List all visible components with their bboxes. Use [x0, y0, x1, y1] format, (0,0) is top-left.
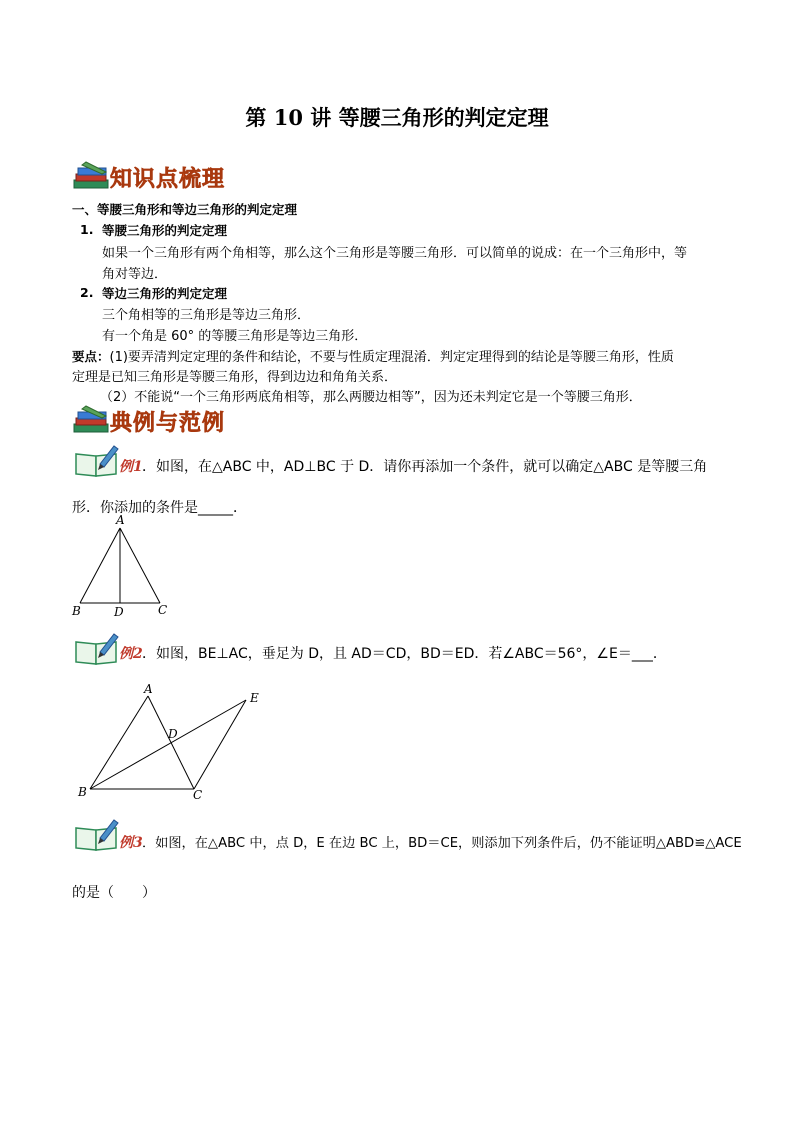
segment-be	[90, 700, 246, 789]
item1-line2: 角对等边．	[102, 267, 168, 282]
point-c-label: C	[158, 603, 168, 617]
point-c-label: C	[193, 788, 203, 802]
note-label: 要点：	[72, 349, 110, 364]
example-book-icon	[72, 818, 124, 852]
example-book-icon	[72, 632, 124, 666]
item1-line1: 如果一个三角形有两个角相等，那么这个三角形是等腰三角形．可以简单的说成：在一个三角形中，等	[102, 246, 688, 261]
item1-number: 1.	[80, 222, 94, 237]
note-line2: 定理是已知三角形是等腰三角形，得到边边和角角关系．	[72, 370, 398, 385]
side-ac	[120, 528, 160, 603]
point-a-label: A	[144, 682, 153, 696]
side-ab	[90, 696, 148, 789]
example2-figure	[72, 680, 272, 805]
example1-line2: 形．你添加的条件是_____．	[72, 500, 247, 516]
example-book-icon	[72, 444, 124, 478]
point-d-label: D	[168, 727, 178, 741]
point-a-label: A	[116, 513, 125, 527]
example3-line1: ．如图，在△ABC 中，点 D，E 在边 BC 上，BD＝CE，则添加下列条件后，仍不能证明△ABD≌△ACE	[142, 836, 742, 851]
point-b-label: B	[72, 604, 81, 618]
item1-title: 等腰三角形的判定定理	[102, 223, 228, 238]
example1-figure	[66, 512, 176, 622]
point-b-label: B	[78, 785, 87, 799]
section-banner-knowledge	[72, 160, 247, 192]
point-e-label: E	[250, 691, 259, 705]
note-line1: (1)要弄清判定定理的条件和结论，不要与性质定理混淆．判定定理得到的结论是等腰三角形，性质	[109, 350, 674, 365]
note-line3: （2）不能说“一个三角形两底角相等，那么两腰边相等”，因为还未判定它是一个等腰三角形．	[100, 390, 642, 405]
example3-line2: 的是（ ）	[72, 885, 156, 901]
example2-line1: ．如图，BE⊥AC，垂足为 D，且 AD＝CD，BD＝ED．若∠ABC＝56°，∠E＝___．	[142, 646, 667, 662]
page-title: 第 10 讲 等腰三角形的判定定理	[245, 105, 549, 130]
item2-title: 等边三角形的判定定理	[102, 286, 228, 301]
example1-label: 例1	[119, 459, 143, 475]
books-icon	[72, 404, 112, 436]
example2-label: 例2	[119, 646, 143, 662]
item2-line1: 三个角相等的三角形是等边三角形．	[102, 308, 311, 323]
item2-number: 2.	[80, 285, 94, 300]
part1-heading: 一、等腰三角形和等边三角形的判定定理	[72, 202, 298, 217]
section-title-examples: 典例与范例	[110, 411, 226, 436]
item2-line2: 有一个角是 60° 的等腰三角形是等边三角形．	[102, 329, 368, 344]
side-ab	[80, 528, 120, 603]
note-line1-row	[72, 346, 674, 365]
point-d-label: D	[114, 605, 124, 619]
books-icon	[72, 160, 112, 192]
segment-ce	[194, 700, 246, 789]
section-banner-examples	[72, 404, 247, 436]
section-title-knowledge: 知识点梳理	[110, 167, 226, 192]
example3-label: 例3	[119, 835, 143, 851]
example1-line1: ．如图，在△ABC 中，AD⊥BC 于 D．请你再添加一个条件，就可以确定△ABC 是等腰三角	[142, 459, 708, 475]
